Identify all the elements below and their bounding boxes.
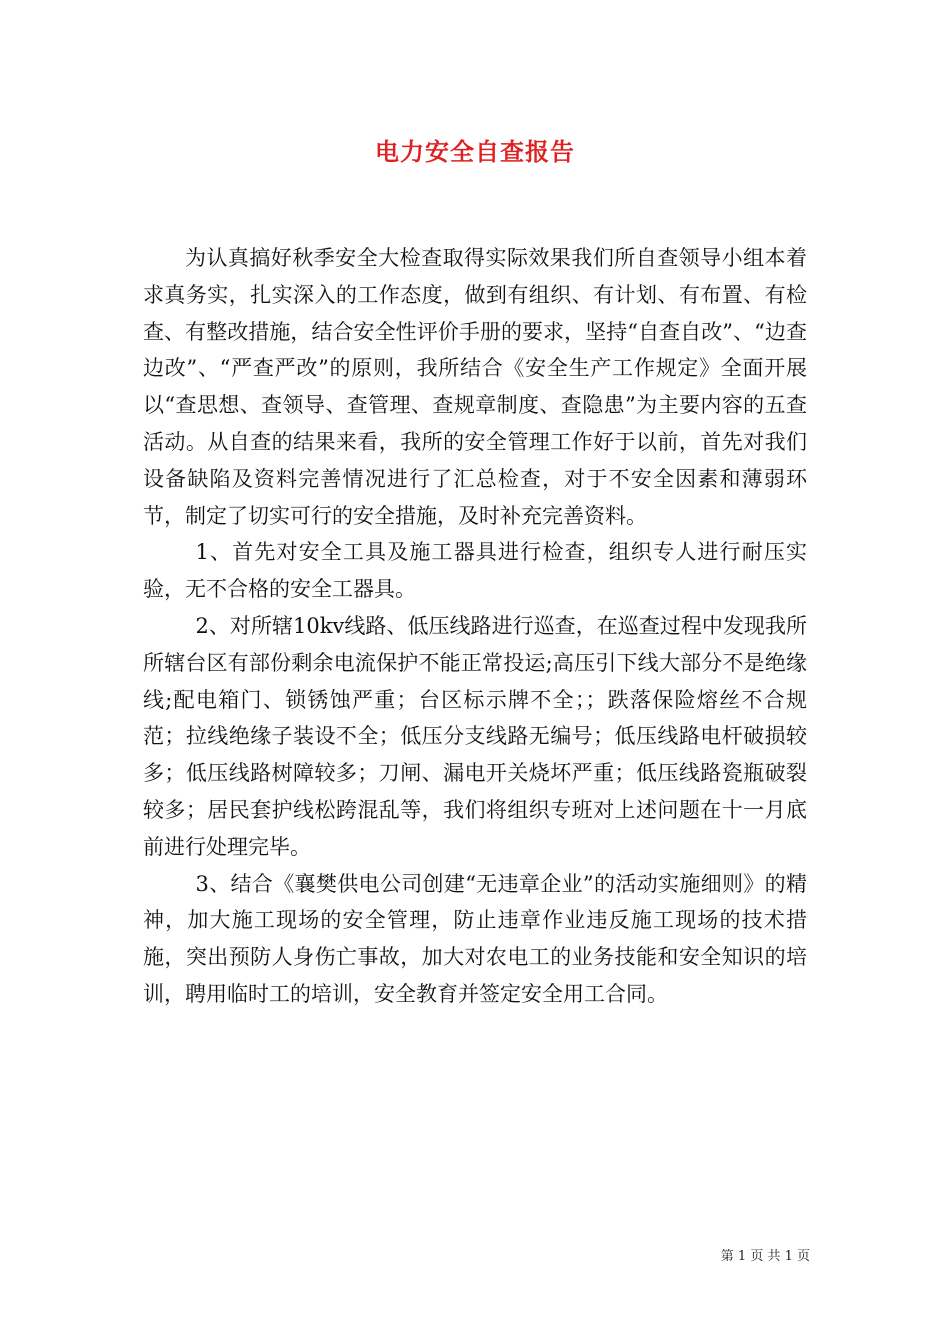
item-paragraph-3: 3、结合《襄樊供电公司创建“无违章企业”的活动实施细则》的精神，加大施工现场的安全管理，防止违章作业违反施工现场的技术措施，突出预防人身伤亡事故，加大对农电工的业务技能和安全知识的培训，聘用临时工的培训，安全教育并签定安全用工合同。 [143,871,807,1006]
document-title: 电力安全自查报告 [375,137,575,166]
page-number-footer: 第 1 页 共 1 页 [720,1249,810,1264]
document-body [143,240,807,1013]
item-paragraph-1: 1、首先对安全工具及施工器具进行检查，组织专人进行耐压实验，无不合格的安全工器具。 [143,540,807,602]
intro-paragraph: 为认真搞好秋季安全大检查取得实际效果我们所自查领导小组本着求真务实，扎实深入的工作态度，做到有组织、有计划、有布置、有检查、有整改措施，结合安全性评价手册的要求，坚持“自查自改”、“边查边改”、“严查严改”的原则，我所结合《安全生产工作规定》全面开展以“查思想、查领导、查管理、查规章制度、查隐患”为主要内容的五查活动。从自查的结果来看，我所的安全管理工作好于以前，首先对我们设备缺陷及资料完善情况进行了汇总检查，对于不安全因素和薄弱环节，制定了切实可行的安全措施，及时补充完善资料。 [143,246,807,528]
item-paragraph-2: 2、对所辖10kv线路、低压线路进行巡查，在巡查过程中发现我所所辖台区有部份剩余电流保护不能正常投运;高压引下线大部分不是绝缘线;配电箱门、锁锈蚀严重；台区标示牌不全；；跌落保险熔丝不合规范；拉线绝缘子装设不全；低压分支线路无编号；低压线路电杆破损较多；低压线路树障较多；刀闸、漏电开关烧坏严重；低压线路瓷瓶破裂较多；居民套护线松跨混乱等，我们将组织专班对上述问题在十一月底前进行处理完毕。 [143,613,807,859]
